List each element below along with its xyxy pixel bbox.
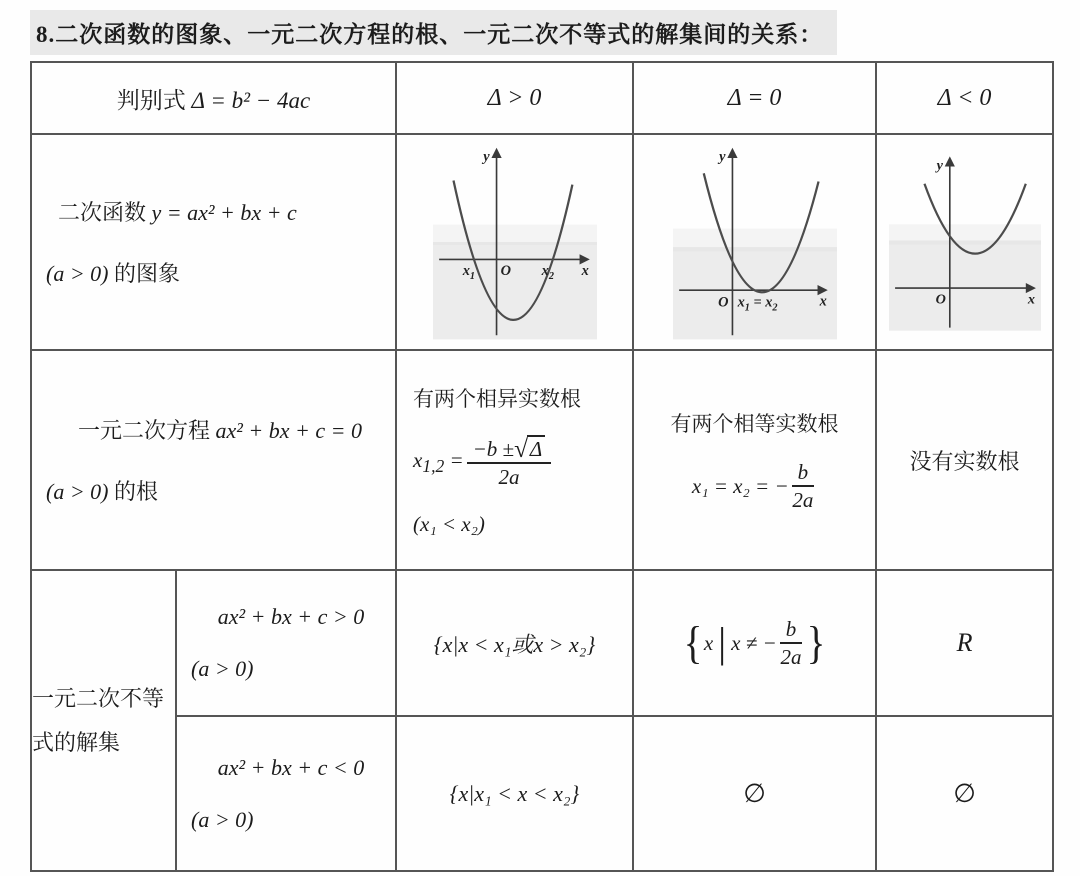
radicand: Δ [527, 435, 545, 461]
function-description-line2 [46, 257, 395, 288]
fraction-numerator: b [780, 617, 803, 644]
lt-solution-delta-zero-cell [633, 716, 876, 871]
fraction-denominator: 2a [780, 645, 802, 669]
inequality-lt-row [31, 716, 1053, 871]
scan-shading [673, 247, 837, 339]
parabola-tangent-graph [673, 144, 837, 340]
y-axis-label: y [482, 149, 490, 166]
y-axis-label: y [718, 149, 726, 166]
inequality-gt-row [31, 570, 1053, 716]
set-variable: x [703, 630, 714, 655]
fraction [780, 617, 803, 669]
origin-label: O [717, 294, 728, 311]
page-title: 8.二次函数的图象、一元二次方程的根、一元二次不等式的解集间的关系： [30, 10, 837, 55]
scan-shading [889, 240, 1041, 330]
fraction-numerator: b [792, 460, 815, 487]
y-axis-arrow [491, 148, 501, 158]
no-real-roots-text: 没有实数根 [909, 448, 1020, 474]
equation-label: 一元二次方程 [78, 418, 211, 443]
empty-set-symbol: ∅ [743, 778, 766, 808]
sqrt-sign: √ [514, 435, 528, 463]
inequality-gt-case-cell [176, 570, 396, 716]
set-condition-prefix: x ≠ − [731, 630, 777, 655]
lt-inequality-formula: ax² + bx + c < 0 [217, 754, 365, 780]
function-description-line1 [46, 196, 395, 227]
gt-solution-delta-zero-cell [633, 570, 876, 716]
roots-delta-positive-cell [396, 350, 633, 570]
two-equal-roots-text: 有两个相等实数根 [670, 411, 839, 436]
relation-table [30, 61, 1054, 872]
quadratic-formula [413, 435, 626, 489]
real-numbers-symbol: R [956, 628, 973, 657]
formula-lhs: $x_{1,2}$ = [413, 447, 464, 477]
scan-shading [433, 242, 597, 339]
set-builder-expression [682, 617, 828, 669]
delta-zero-header-cell [633, 62, 876, 134]
delta-positive-label: Δ > 0 [487, 84, 542, 111]
equation-description-line2 [46, 475, 395, 506]
gt-inequality-formula: ax² + bx + c > 0 [217, 604, 365, 629]
graph-delta-zero-cell [633, 134, 876, 350]
fraction [467, 435, 552, 489]
lt-solution-delta-positive-cell [396, 716, 633, 871]
left-brace: { [683, 617, 703, 669]
equation-formula: ax² + bx + c = 0 [215, 418, 362, 443]
formula-lhs: x₁ = x₂ = − [691, 473, 789, 498]
root2-label: $x_2$ [541, 262, 554, 282]
discriminant-formula: Δ = b² − 4ac [191, 87, 311, 113]
equation-description-line1 [46, 414, 395, 445]
delta-negative-header-cell [876, 62, 1053, 134]
function-suffix: 的图象 [114, 261, 181, 286]
parabola-two-roots-graph [433, 144, 597, 340]
solution-set-text: {x|x₁ < x < x₂} [449, 780, 580, 806]
parabola-no-roots-graph [889, 152, 1041, 332]
set-divider-bar: | [718, 618, 727, 667]
equation-label-cell [31, 350, 396, 570]
graph-delta-positive-cell [396, 134, 633, 350]
solution-set-text: {x|x < x₁或x > x₂} [433, 631, 596, 657]
equal-roots-formula [692, 460, 817, 512]
header-row [31, 62, 1053, 134]
inequality-label-cell [31, 570, 176, 871]
discriminant-header-cell [31, 62, 396, 134]
origin-label: O [500, 262, 511, 279]
graphs-row [31, 134, 1053, 350]
inequality-row-label: 一元二次不等式的解集 [32, 685, 165, 755]
gt-solution-delta-negative-cell [876, 570, 1053, 716]
y-axis-arrow [944, 156, 954, 166]
empty-set-symbol: ∅ [953, 778, 976, 808]
x-axis-label: x [819, 293, 827, 310]
y-axis-label: y [936, 157, 943, 174]
delta-negative-label: Δ < 0 [937, 84, 992, 111]
lt-solution-delta-negative-cell [876, 716, 1053, 871]
fraction-denominator: 2a [792, 488, 814, 512]
y-axis-arrow [727, 148, 737, 158]
equation-condition: (a > 0) [46, 479, 109, 504]
fraction-denominator: 2a [498, 465, 520, 490]
function-condition: (a > 0) [46, 261, 109, 286]
roots-row [31, 350, 1053, 570]
x-axis-label: x [581, 262, 589, 279]
gt-solution-delta-positive-cell [396, 570, 633, 716]
fraction [792, 460, 815, 512]
function-formula: y = ax² + bx + c [151, 200, 297, 225]
origin-label: O [935, 291, 946, 308]
roots-delta-zero-cell [633, 350, 876, 570]
fraction-numerator: −b ± √ Δ [467, 435, 552, 464]
discriminant-label: 判别式 [116, 87, 186, 113]
gt-inequality-condition: (a > 0) [191, 656, 254, 681]
function-label: 二次函数 [58, 200, 147, 225]
root1-label: $x_1$ [462, 262, 475, 282]
equation-suffix: 的根 [114, 479, 159, 504]
two-distinct-roots-text: 有两个相异实数根 [413, 387, 582, 412]
delta-zero-label: Δ = 0 [727, 84, 782, 111]
graph-delta-negative-cell [876, 134, 1053, 350]
roots-order-note: (x₁ < x₂) [413, 511, 485, 536]
function-label-cell [31, 134, 396, 350]
lt-inequality-condition: (a > 0) [191, 806, 254, 832]
tangent-point-label: $x_1 = x_2$ [737, 294, 778, 314]
delta-positive-header-cell [396, 62, 633, 134]
x-axis-label: x [1027, 291, 1035, 308]
roots-delta-negative-cell [876, 350, 1053, 570]
inequality-lt-case-cell [176, 716, 396, 871]
right-brace: } [806, 617, 826, 669]
